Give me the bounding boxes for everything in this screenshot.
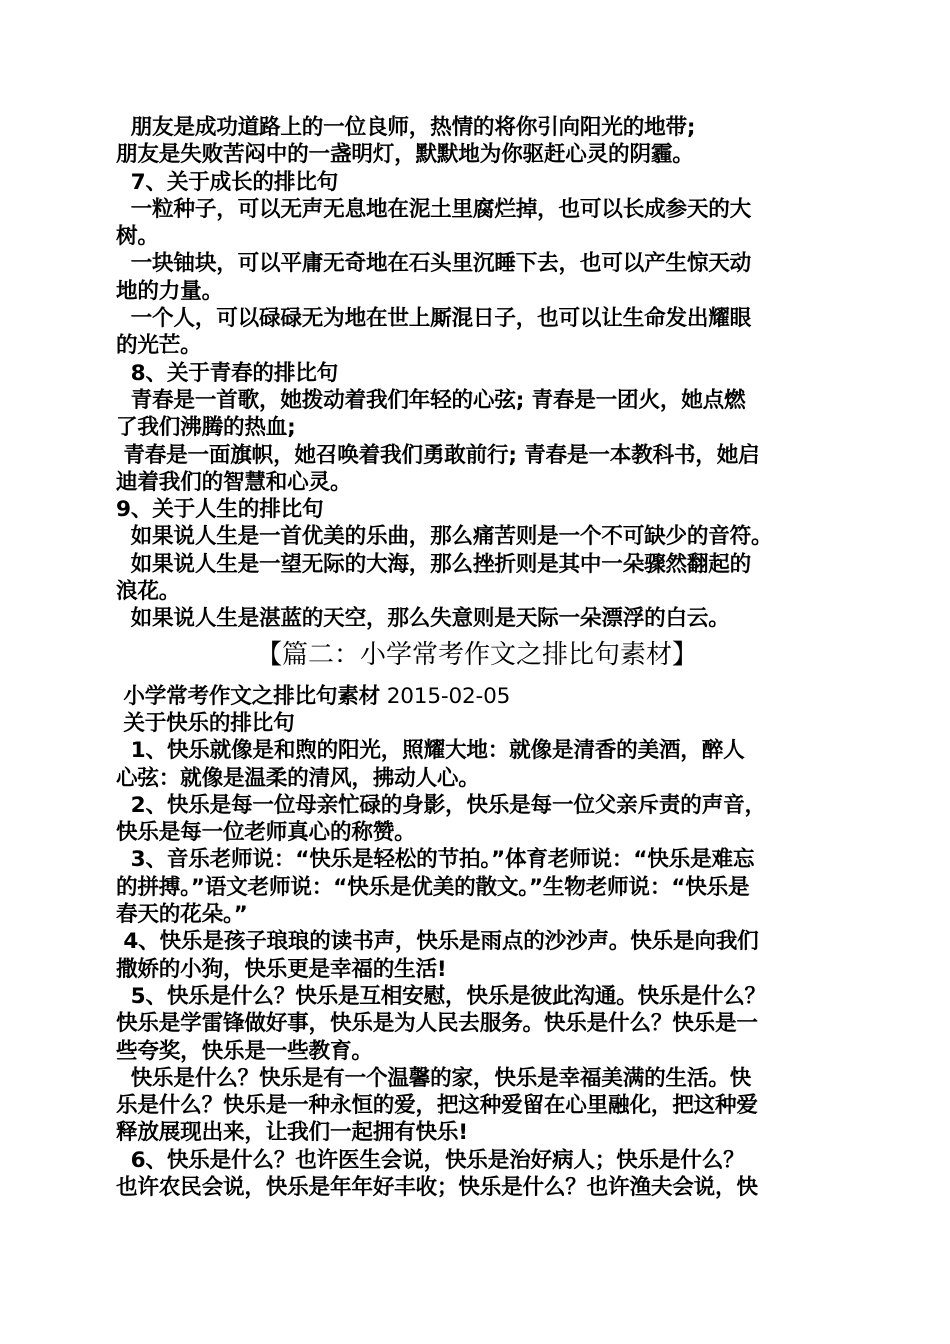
text-line: 青春是一首歌，她拨动着我们年轻的心弦; 青春是一团火，她点燃 bbox=[116, 387, 746, 413]
text-line: 一粒种子，可以无声无息地在泥土里腐烂掉，也可以长成参天的大 bbox=[116, 196, 752, 222]
text-line: 4、快乐是孩子琅琅的读书声，快乐是雨点的沙沙声。快乐是向我们 bbox=[116, 929, 759, 955]
text-line: 1、快乐就像是和煦的阳光，照耀大地：就像是清香的美酒，醉人 bbox=[116, 738, 745, 764]
section-heading-happiness: 关于快乐的排比句 bbox=[116, 710, 295, 736]
article-subtitle bbox=[116, 683, 838, 710]
text-line: 6、快乐是什么？也许医生会说，快乐是治好病人；快乐是什么？ bbox=[116, 1147, 745, 1173]
text-line: 些夸奖，快乐是一些教育。 bbox=[116, 1038, 373, 1064]
text-line: 心弦：就像是温柔的清风，拂动人心。 bbox=[116, 765, 480, 791]
text-line: 春天的花朵。” bbox=[116, 902, 248, 928]
section-heading-7: 7、关于成长的排比句 bbox=[116, 169, 339, 195]
text-line: 也许农民会说，快乐是年年好丰收；快乐是什么？也许渔夫会说，快 bbox=[116, 1174, 758, 1200]
text-line: 释放展现出来，让我们一起拥有快乐! bbox=[116, 1120, 468, 1146]
text-line: 朋友是成功道路上的一位良师，热情的将你引向阳光的地带; bbox=[116, 115, 696, 140]
text-line: 快乐是学雷锋做好事，快乐是为人民去服务。快乐是什么？快乐是一 bbox=[116, 1011, 758, 1037]
text-line: 如果说人生是一首优美的乐曲，那么痛苦则是一个不可缺少的音符。 bbox=[116, 524, 773, 550]
chapter-heading: 【篇二：小学常考作文之排比句素材】 bbox=[255, 639, 698, 670]
text-line: 浪花。 bbox=[116, 579, 181, 605]
text-line: 树。 bbox=[116, 224, 159, 250]
text-line: 地的力量。 bbox=[116, 278, 223, 304]
text-line: 2、快乐是每一位母亲忙碌的身影，快乐是每一位父亲斥责的声音， bbox=[116, 792, 766, 818]
text-line: 的光芒。 bbox=[116, 333, 202, 359]
text-line: 快乐是每一位老师真心的称赞。 bbox=[116, 820, 416, 846]
text-line: 快乐是什么？快乐是有一个温馨的家，快乐是幸福美满的生活。快 bbox=[116, 1065, 752, 1091]
text-line: 一个人，可以碌碌无为地在世上厮混日子，也可以让生命发出耀眼 bbox=[116, 306, 752, 332]
article-subtitle-text: 小学常考作文之排比句素材 bbox=[116, 683, 381, 709]
text-line: 乐是什么？快乐是一种永恒的爱，把这种爱留在心里融化，把这种爱 bbox=[116, 1093, 758, 1119]
text-line: 3、音乐老师说：“快乐是轻松的节拍。”体育老师说：“快乐是难忘 bbox=[116, 847, 755, 873]
section-heading-9: 9、关于人生的排比句 bbox=[116, 497, 324, 523]
article-date: 2015-02-05 bbox=[380, 683, 511, 709]
section-heading-8: 8、关于青春的排比句 bbox=[116, 360, 339, 386]
text-line: 的拼搏。”语文老师说：“快乐是优美的散文。”生物老师说：“快乐是 bbox=[116, 874, 750, 900]
text-line: 如果说人生是一望无际的大海，那么挫折则是其中一朵骤然翻起的 bbox=[116, 551, 752, 577]
text-line: 青春是一面旗帜，她召唤着我们勇敢前行; 青春是一本教科书，她启 bbox=[116, 442, 760, 468]
text-line: 5、快乐是什么？快乐是互相安慰，快乐是彼此沟通。快乐是什么？ bbox=[116, 983, 766, 1009]
text-line: 了我们沸腾的热血; bbox=[116, 415, 296, 441]
text-line: 如果说人生是湛蓝的天空，那么失意则是天际一朵漂浮的白云。 bbox=[116, 606, 730, 632]
document-body bbox=[116, 114, 838, 1201]
text-line: 撒娇的小狗，快乐更是幸福的生活! bbox=[116, 956, 447, 982]
text-line: 一块铀块，可以平庸无奇地在石头里沉睡下去，也可以产生惊天动 bbox=[116, 251, 752, 277]
text-line: 朋友是失败苦闷中的一盏明灯，默默地为你驱赶心灵的阴霾。 bbox=[116, 142, 694, 168]
text-line: 迪着我们的智慧和心灵。 bbox=[116, 469, 352, 495]
